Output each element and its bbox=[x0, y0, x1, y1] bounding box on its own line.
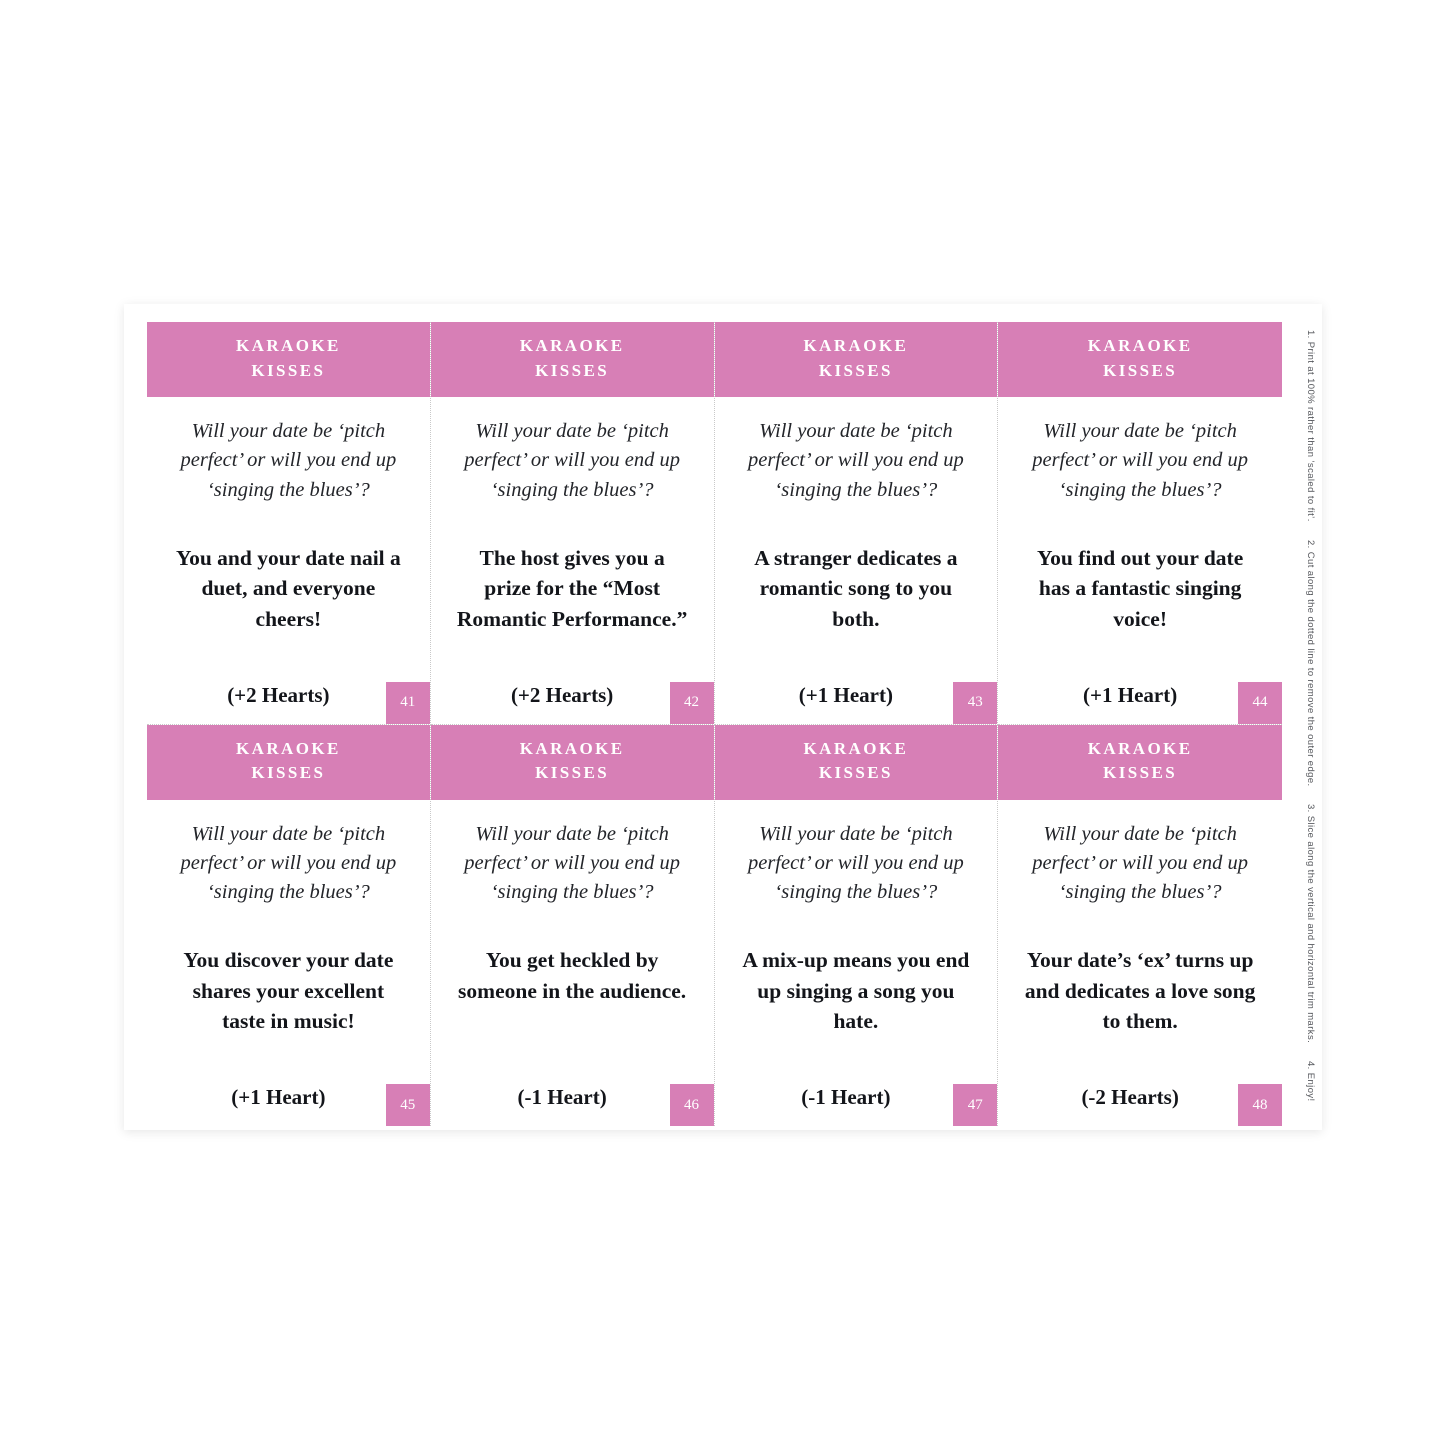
card-outcome: You discover your date shares your excellent taste in music! bbox=[183, 948, 394, 1034]
card-header-line1: KARAOKE bbox=[803, 336, 909, 355]
card-header-line2: KISSES bbox=[535, 360, 610, 380]
card-header-line1: KARAOKE bbox=[519, 336, 625, 355]
card-score: (+1 Heart) bbox=[798, 682, 893, 707]
instruction-2: 2. Cut along the dotted line to remove the outer edge. bbox=[1305, 539, 1316, 787]
card-prompt: Will your date be ‘pitch perfect’ or will you end up ‘singing the blues’? bbox=[464, 420, 681, 501]
card-body bbox=[147, 397, 430, 655]
card-number: 46 bbox=[670, 1084, 714, 1126]
card-score: (-2 Hearts) bbox=[1081, 1085, 1179, 1110]
card-body bbox=[998, 800, 1282, 1058]
card-outcome: Your date’s ‘ex’ turns up and dedicates a love song to them. bbox=[1024, 948, 1256, 1034]
card-footer bbox=[998, 1058, 1282, 1126]
card-header bbox=[998, 322, 1282, 397]
card-prompt: Will your date be ‘pitch perfect’ or will you end up ‘singing the blues’? bbox=[1032, 420, 1249, 501]
card-outcome: A mix-up means you end up singing a song you hate. bbox=[742, 948, 970, 1034]
card-header-line1: KARAOKE bbox=[519, 738, 625, 758]
card-number: 44 bbox=[1238, 682, 1282, 724]
card-header-line1: KARAOKE bbox=[803, 738, 909, 758]
instruction-3: 3. Slice along the vertical and horizontal trim marks. bbox=[1305, 804, 1316, 1044]
card-body bbox=[715, 397, 998, 655]
card[interactable] bbox=[715, 322, 999, 725]
card-header-line1: KARAOKE bbox=[236, 336, 341, 355]
card-score: (+1 Heart) bbox=[231, 1085, 326, 1110]
print-instructions bbox=[1290, 322, 1316, 1112]
card-score: (-1 Heart) bbox=[517, 1085, 607, 1110]
card-header bbox=[431, 725, 714, 800]
card[interactable] bbox=[431, 725, 715, 1127]
card-score: (+2 Hearts) bbox=[510, 682, 614, 707]
card-footer bbox=[715, 656, 998, 724]
print-sheet bbox=[124, 304, 1322, 1130]
card[interactable] bbox=[431, 322, 715, 725]
card-number: 43 bbox=[953, 682, 997, 724]
card-outcome: The host gives you a prize for the “Most Romantic Performance.” bbox=[456, 545, 688, 631]
card-footer bbox=[431, 656, 714, 724]
card-header bbox=[715, 322, 998, 397]
card-number: 47 bbox=[953, 1084, 997, 1126]
card[interactable] bbox=[998, 725, 1282, 1127]
card-prompt: Will your date be ‘pitch perfect’ or will you end up ‘singing the blues’? bbox=[180, 420, 397, 501]
card[interactable] bbox=[147, 725, 431, 1127]
card-body bbox=[431, 800, 714, 1058]
card-header bbox=[147, 725, 430, 800]
card-footer bbox=[147, 656, 430, 724]
card-outcome: You and your date nail a duet, and everyone cheers! bbox=[175, 545, 401, 631]
card-prompt: Will your date be ‘pitch perfect’ or will you end up ‘singing the blues’? bbox=[180, 822, 397, 904]
card-header bbox=[715, 725, 998, 800]
card-number: 48 bbox=[1238, 1084, 1282, 1126]
card-header-line2: KISSES bbox=[535, 763, 610, 783]
card-grid bbox=[147, 322, 1282, 1112]
card-body bbox=[715, 800, 998, 1058]
card-score: (+1 Heart) bbox=[1083, 682, 1178, 707]
card-body bbox=[998, 397, 1282, 655]
card-header-line1: KARAOKE bbox=[1087, 336, 1193, 355]
instruction-4: 4. Enjoy! bbox=[1305, 1061, 1316, 1103]
card-number: 45 bbox=[386, 1084, 430, 1126]
instruction-1: 1. Print at 100% rather than ‘scaled to fit’. bbox=[1305, 330, 1316, 522]
card-number: 42 bbox=[670, 682, 714, 724]
card-header bbox=[998, 725, 1282, 800]
card-header-line1: KARAOKE bbox=[1087, 738, 1193, 758]
card-header-line2: KISSES bbox=[818, 360, 893, 380]
card-number: 41 bbox=[386, 682, 430, 724]
card-prompt: Will your date be ‘pitch perfect’ or will you end up ‘singing the blues’? bbox=[747, 420, 964, 501]
card-header bbox=[431, 322, 714, 397]
card-header-line2: KISSES bbox=[1103, 360, 1178, 380]
card-body bbox=[147, 800, 430, 1058]
card-footer bbox=[998, 656, 1282, 724]
card-outcome: You get heckled by someone in the audience. bbox=[458, 948, 687, 1003]
card-score: (+2 Hearts) bbox=[227, 682, 330, 707]
card-body bbox=[431, 397, 714, 655]
card-outcome: A stranger dedicates a romantic song to you both. bbox=[754, 545, 958, 631]
card-outcome: You find out your date has a fantastic singing voice! bbox=[1036, 545, 1244, 631]
card-header-line1: KARAOKE bbox=[236, 738, 341, 758]
card-footer bbox=[431, 1058, 714, 1126]
card-score: (-1 Heart) bbox=[801, 1085, 891, 1110]
card[interactable] bbox=[715, 725, 999, 1127]
card-header bbox=[147, 322, 430, 397]
card[interactable] bbox=[147, 322, 431, 725]
card[interactable] bbox=[998, 322, 1282, 725]
card-footer bbox=[147, 1058, 430, 1126]
card-prompt: Will your date be ‘pitch perfect’ or will you end up ‘singing the blues’? bbox=[1032, 822, 1249, 904]
card-header-line2: KISSES bbox=[1103, 763, 1178, 783]
card-header-line2: KISSES bbox=[251, 763, 326, 783]
card-prompt: Will your date be ‘pitch perfect’ or will you end up ‘singing the blues’? bbox=[747, 822, 964, 904]
card-prompt: Will your date be ‘pitch perfect’ or will you end up ‘singing the blues’? bbox=[464, 822, 681, 904]
card-footer bbox=[715, 1058, 998, 1126]
card-header-line2: KISSES bbox=[251, 360, 326, 380]
card-header-line2: KISSES bbox=[818, 763, 893, 783]
